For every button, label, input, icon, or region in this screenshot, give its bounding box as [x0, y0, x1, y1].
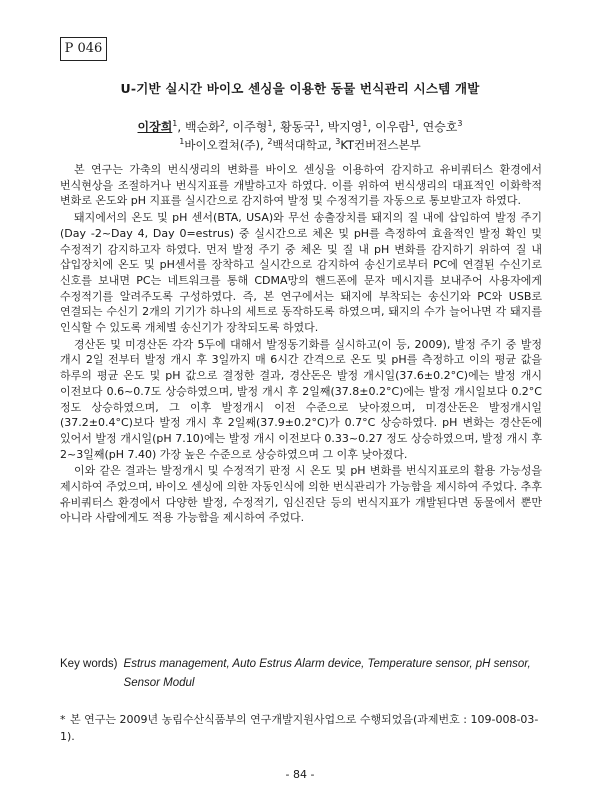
affiliation-name: KT컨버전스본부	[340, 138, 421, 152]
author-list: 이장희$^1$, 백순화$^2$, 이주형$^1$, 황동국$^1$, 박지영$^1$, 이우람$^1$, 연승호$^3$	[137, 119, 463, 134]
author-sup: 1	[267, 119, 273, 128]
paper-title: U-기반 실시간 바이오 센싱을 이용한 동물 번식관리 시스템 개발	[120, 81, 480, 96]
author-sup: 1	[362, 119, 368, 128]
author-name: 이주형	[232, 120, 268, 134]
author-sup: 1	[409, 119, 415, 128]
author-name: 백순화	[185, 120, 220, 134]
footnote-mark: *	[60, 713, 66, 726]
author-name: 이장희	[137, 120, 173, 134]
poster-code: P 046	[60, 37, 107, 61]
footnote-text: 본 연구는 2009년 농림수산식품부의 연구개발지원사업으로 수행되었음(과제번호 : 109-008-03-1).	[60, 713, 539, 743]
paragraph: 이와 같은 결과는 발정개시 및 수정적기 판정 시 온도 및 pH 변화를 번식지표로의 활용 가능성을 제시하여 주었으며, 바이오 센싱에 의한 자동인식에 의한 번식관리가 가능함을 제시하여 주었다. 추후 유비쿼터스 환경에서 다양한 발정, 수정적기, 임신진단 등의 번식지표가 개발된다면 동물에서 뿐만 아니라 사람에게도 적용 가능함을 제시하여 주었다.	[60, 464, 542, 525]
author-sup: 3	[457, 119, 463, 128]
author-name: 연승호	[422, 120, 458, 134]
author-sup: 1	[314, 119, 320, 128]
author-name: 황동국	[280, 120, 315, 134]
affiliation-name: 백석대학교	[272, 138, 328, 152]
affiliation-name: 바이오컬쳐(주)	[184, 138, 261, 152]
keywords-label: Key words)	[60, 658, 118, 670]
paragraph: 돼지에서의 온도 및 pH 센서(BTA, USA)와 무선 송출장치를 돼지의 질 내에 삽입하여 발정 주기(Day -2~Day 4, Day 0=estrus) 중 실시간으로 체온 및 pH를 측정하여 효율적인 발정 확인 및 수정적기 감지하고자 하였다. 먼저 발정 주기 중 체온 및 질 내 pH 변화를 감지하기 위하여 질 내 삽입장치에 온도 및 pH센서를 장착하고 실시간으로 감지하여 송신기로부터 PC에 연결된 수신기로 신호를 보내면 PC는 네트워크를 통해 CDMA망의 핸드폰에 문자 메시지를 보내주어 사용자에게 수정적기를 알려주도록 구성하였다. 즉, 본 연구에서는 돼지에 부착되는 송신기와 PC와 USB로 연결되는 수신기 2개의 기기가 하나의 세트로 동작하도록 하였으며, 돼지의 수가 늘어나면 각 돼지를 인식할 수 있도록 개체별 송신기가 장착되도록 하였다.	[60, 211, 542, 335]
keywords-section	[60, 655, 550, 693]
affiliation-sup: 3	[335, 137, 341, 147]
author-sup: 2	[219, 119, 225, 128]
affiliation-sup: 1	[179, 137, 185, 147]
affiliation-list: $^1$바이오컬쳐(주), $^2$백석대학교, $^3$KT컨버전스본부	[179, 137, 421, 152]
abstract-body	[60, 162, 542, 527]
keywords-terms: Estrus management, Auto Estrus Alarm device, Temperature sensor, pH sensor, Sensor Modul	[123, 658, 531, 689]
author-name: 박지영	[327, 120, 363, 134]
paragraph: 경산돈 및 미경산돈 각각 5두에 대해서 발정동기화를 실시하고(이 등, 2009), 발정 주기 중 발정 개시 2일 전부터 발정 개시 후 3일까지 매 6시간 간격으로 온도 및 pH를 측정하고 이의 평균 값을 하루의 평균 온도 및 pH 값으로 결정한 결과, 경산돈은 발정 개시일(37.6±0.2°C)에는 발정 개시 이전보다 0.6~0.7도 상승하였으며, 발정 개시 후 2일째(37.8±0.2°C)에는 발정 개시일보다 0.2°C 정도 상승하였으며, 그 이후 발정개시 이전 수준으로 낮아졌으며, 미경산돈은 발정개시일(37.2±0.4°C)보다 발정 개시 후 2일째(37.9±0.2°C)가 0.7°C 상승하였다. pH 변화는 경산돈에 있어서 발정 개시일(pH 7.10)에는 발정 개시 이전보다 0.33~0.27 정도 상승하였으며, 발정 개시 후 2~3일째(pH 7.40) 가장 높은 수준으로 상승하였으며 그 이후 낮아졌다.	[60, 337, 542, 461]
affiliation-sup: 2	[267, 137, 273, 147]
funding-footnote	[60, 711, 550, 745]
author-sup: 1	[172, 119, 178, 128]
author-name: 이우람	[375, 120, 410, 134]
paragraph: 본 연구는 가축의 번식생리의 변화를 바이오 센싱을 이용하여 감지하고 유비쿼터스 환경에서 번식현상을 조절하거나 번식지표를 개발하고자 하였다. 이를 위하여 번식생리의 대표적인 이화학적 변화로 온도와 pH 지표를 실시간으로 감지하여 발정 및 수정적기를 자동으로 통보받고자 하였다.	[60, 163, 542, 208]
page-number: - 84 -	[285, 768, 315, 781]
